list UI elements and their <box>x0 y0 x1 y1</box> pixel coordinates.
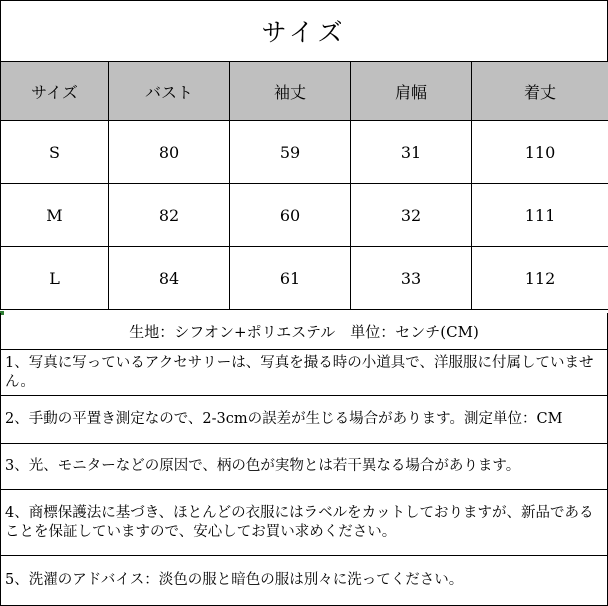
material-text: 生地：シフオン+ポリエステル 単位：センチ(CM) <box>129 322 479 341</box>
header-sleeve: 袖丈 <box>230 62 351 121</box>
note-item <box>0 350 608 396</box>
size-table <box>0 61 608 310</box>
cell-size: S <box>1 121 109 184</box>
header-length: 着丈 <box>472 62 608 121</box>
table-row <box>1 121 608 184</box>
cell-length: 110 <box>472 121 608 184</box>
note-text: 3、光、モニターなどの原因で、柄の色が実物とは若干異なる場合があります。 <box>5 458 521 474</box>
cell-length: 111 <box>472 184 608 247</box>
cell-sleeve: 61 <box>230 247 351 310</box>
cell-sleeve: 59 <box>230 121 351 184</box>
cell-size: L <box>1 247 109 310</box>
cell-shoulder: 32 <box>351 184 472 247</box>
table-row <box>1 247 608 310</box>
cell-sleeve: 60 <box>230 184 351 247</box>
title-box <box>0 0 608 61</box>
material-info <box>0 313 608 350</box>
table-header-row <box>1 62 608 121</box>
table-row <box>1 184 608 247</box>
note-item <box>0 444 608 490</box>
note-item <box>0 490 608 556</box>
note-text: 1、写真に写っているアクセサリーは、写真を撮る時の小道具で、洋服服に付属していません。 <box>5 354 594 390</box>
cell-size: M <box>1 184 109 247</box>
header-shoulder: 肩幅 <box>351 62 472 121</box>
header-bust: バスト <box>109 62 230 121</box>
note-text: 2、手動の平置き測定なので、2-3cmの誤差が生じる場合があります。測定単位：CM <box>5 411 563 427</box>
cell-shoulder: 33 <box>351 247 472 310</box>
cell-shoulder: 31 <box>351 121 472 184</box>
note-item <box>0 396 608 444</box>
cell-bust: 80 <box>109 121 230 184</box>
cell-length: 112 <box>472 247 608 310</box>
cell-bust: 82 <box>109 184 230 247</box>
note-text: 5、洗濯のアドバイス：淡色の服と暗色の服は別々に洗ってください。 <box>5 572 464 588</box>
note-text: 4、商標保護法に基づき、ほとんどの衣服にはラベルをカットしておりますが、新品であることを保証していますので、安心してお買い求めください。 <box>5 504 594 540</box>
note-item <box>0 556 608 606</box>
header-size: サイズ <box>1 62 109 121</box>
cell-bust: 84 <box>109 247 230 310</box>
page-title: サイズ <box>261 18 347 47</box>
